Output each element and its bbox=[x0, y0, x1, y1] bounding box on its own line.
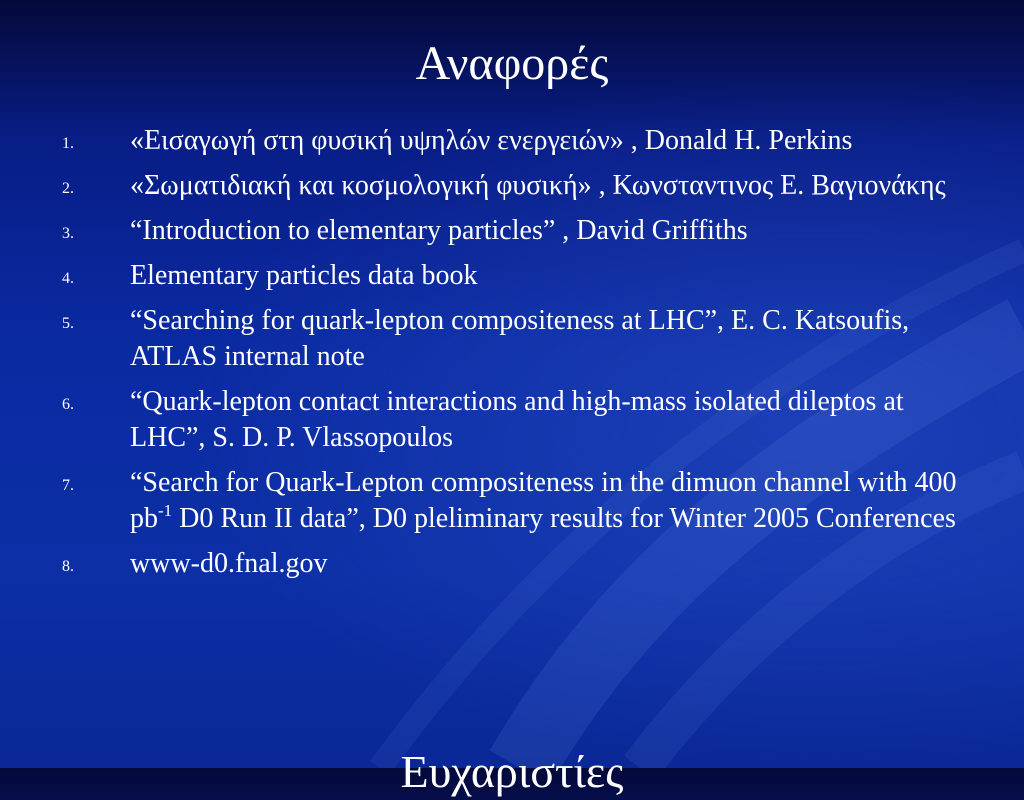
reference-number: 5. bbox=[62, 315, 74, 332]
reference-text: “Introduction to elementary particles” , David Griffiths bbox=[130, 215, 748, 246]
reference-number: 6. bbox=[62, 396, 74, 413]
reference-item bbox=[0, 168, 1024, 204]
reference-text: «Σωματιδιακή και κοσμολογική φυσική» , Κωνσταντινος Ε. Βαγιονάκης bbox=[130, 170, 946, 201]
reference-item bbox=[0, 384, 1024, 456]
reference-item bbox=[0, 123, 1024, 159]
reference-item bbox=[0, 546, 1024, 582]
reference-list bbox=[0, 123, 1024, 591]
reference-number: 3. bbox=[62, 225, 74, 242]
reference-text: Elementary particles data book bbox=[130, 260, 478, 291]
reference-number: 8. bbox=[62, 558, 74, 575]
reference-item bbox=[0, 303, 1024, 375]
reference-superscript: -1 bbox=[158, 501, 173, 520]
reference-text: “Searching for quark-lepton compositeness at LHC”, E. C. Katsoufis, ATLAS internal note bbox=[130, 305, 910, 372]
reference-text: “Quark-lepton contact interactions and high-mass isolated dileptos at LHC”, S. D. P. Vlassopoulos bbox=[130, 386, 904, 453]
reference-number: 7. bbox=[62, 477, 74, 494]
reference-text-end: D0 Run II data”, D0 pleliminary results for Winter 2005 Conferences bbox=[172, 503, 956, 534]
reference-item bbox=[0, 213, 1024, 249]
footer-partial-title: Ευχαριστίες bbox=[400, 746, 624, 797]
reference-item bbox=[0, 465, 1024, 537]
reference-number: 1. bbox=[62, 135, 74, 152]
reference-item bbox=[0, 258, 1024, 294]
reference-text-start: “Search for Quark-Lepton compositeness in the dimuon channel with 400 pb bbox=[130, 467, 957, 534]
reference-number: 4. bbox=[62, 270, 74, 287]
reference-number: 2. bbox=[62, 180, 74, 197]
reference-link-text: www-d0.fnal.gov bbox=[130, 548, 328, 579]
reference-text: «Εισαγωγή στη φυσική υψηλών ενεργειών» , Donald H. Perkins bbox=[130, 125, 853, 156]
slide-title: Αναφορές bbox=[415, 37, 609, 90]
